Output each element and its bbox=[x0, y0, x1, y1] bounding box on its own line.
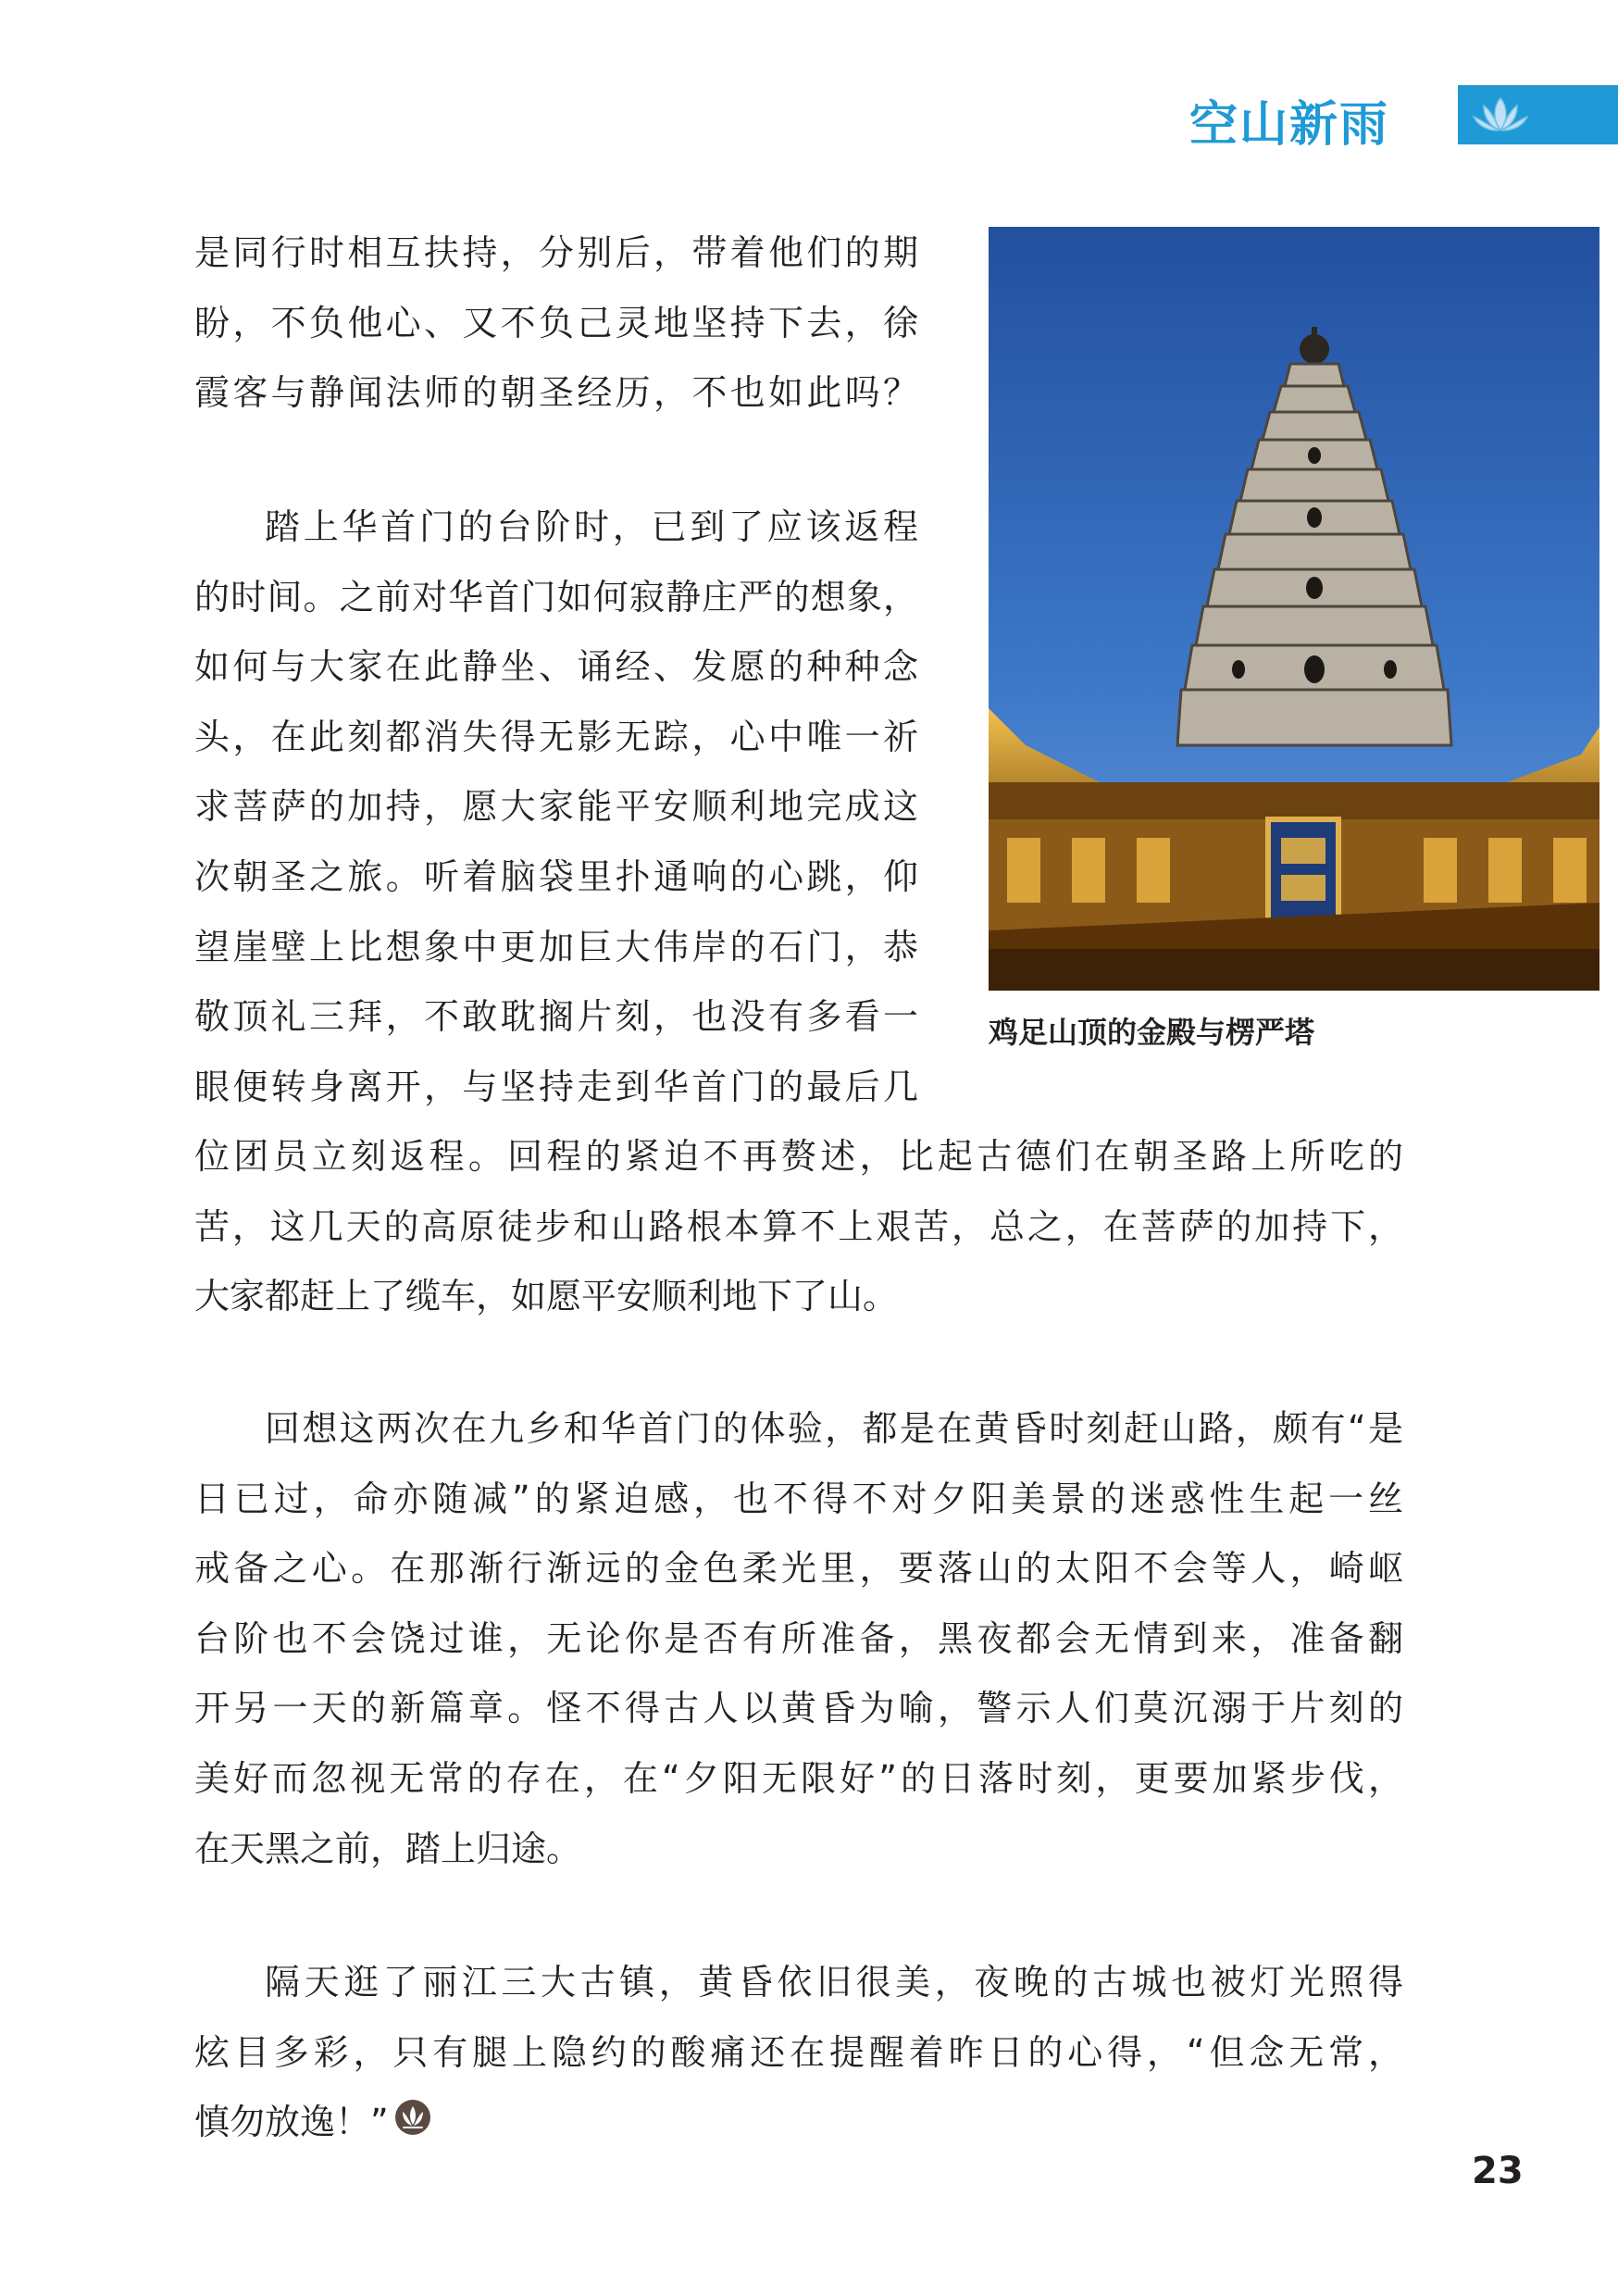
text-line: 霞客与静闻法师的朝圣经历，不也如此吗？ bbox=[194, 372, 918, 414]
text-line: 慎勿放逸！” bbox=[194, 2102, 389, 2143]
text-line: 大家都赶上了缆车，如愿平安顺利地下了山。 bbox=[194, 1276, 899, 1317]
pagoda-photo bbox=[989, 227, 1599, 991]
section-title: 空山新雨 bbox=[1189, 97, 1390, 153]
text-line: 的时间。之前对华首门如何寂静庄严的想象， bbox=[194, 576, 918, 618]
text-line-final bbox=[194, 2088, 1403, 2159]
text-line: 望崖壁上比想象中更加巨大伟岸的石门，恭 bbox=[194, 926, 918, 967]
paragraph-2-continued bbox=[194, 1122, 1403, 1332]
text-line: 苦，这几天的高原徒步和山路根本算不上艰苦，总之，在菩萨的加持下， bbox=[194, 1205, 1403, 1247]
text-line: 敬顶礼三拜，不敢耽搁片刻，也没有多看一 bbox=[194, 996, 918, 1038]
text-line: 开另一天的新篇章。怪不得古人以黄昏为喻，警示人们莫沉溺于片刻的 bbox=[194, 1688, 1403, 1729]
text-line: 是同行时相互扶持，分别后，带着他们的期 bbox=[194, 232, 918, 273]
paragraph-4 bbox=[194, 1948, 1403, 2159]
text-line: 求菩萨的加持，愿大家能平安顺利地完成这 bbox=[194, 786, 918, 828]
paragraph-3 bbox=[194, 1394, 1403, 1884]
text-line: 位团员立刻返程。回程的紧迫不再赘述，比起古德们在朝圣路上所吃的 bbox=[194, 1136, 1403, 1177]
text-line: 回想这两次在九乡和华首门的体验，都是在黄昏时刻赶山路，颇有“是 bbox=[265, 1408, 1403, 1449]
page-number: 23 bbox=[1472, 2150, 1524, 2192]
header-band bbox=[1458, 85, 1618, 144]
lotus-end-mark-icon bbox=[394, 2090, 431, 2160]
text-line: 炫目多彩，只有腿上隐约的酸痛还在提醒着昨日的心得，“但念无常， bbox=[194, 2031, 1403, 2073]
text-line: 如何与大家在此静坐、诵经、发愿的种种念 bbox=[194, 646, 918, 688]
text-line: 盼，不负他心、又不负己灵地坚持下去，徐 bbox=[194, 302, 918, 343]
paragraph-2 bbox=[194, 493, 918, 1122]
text-line: 美好而忽视无常的存在，在“夕阳无限好”的日落时刻，更要加紧步伐， bbox=[194, 1757, 1403, 1799]
text-line: 头，在此刻都消失得无影无踪，心中唯一祈 bbox=[194, 716, 918, 757]
figure-caption: 鸡足山顶的金殿与楞严塔 bbox=[989, 1015, 1315, 1050]
paragraph-1 bbox=[194, 218, 918, 429]
text-line: 眼便转身离开，与坚持走到华首门的最后几 bbox=[194, 1066, 918, 1107]
text-line: 在天黑之前，踏上归途。 bbox=[194, 1828, 582, 1869]
text-line: 台阶也不会饶过谁，无论你是否有所准备，黑夜都会无情到来，准备翻 bbox=[194, 1617, 1403, 1659]
text-line: 次朝圣之旅。听着脑袋里扑通响的心跳，仰 bbox=[194, 855, 918, 897]
text-line: 戒备之心。在那渐行渐远的金色柔光里，要落山的太阳不会等人，崎岖 bbox=[194, 1548, 1403, 1590]
lotus-icon bbox=[1471, 93, 1530, 141]
text-line: 日已过，命亦随减”的紧迫感，也不得不对夕阳美景的迷惑性生起一丝 bbox=[194, 1478, 1403, 1519]
text-line: 踏上华首门的台阶时，已到了应该返程 bbox=[265, 506, 918, 547]
text-line: 隔天逛了丽江三大古镇，黄昏依旧很美，夜晚的古城也被灯光照得 bbox=[265, 1962, 1403, 2003]
